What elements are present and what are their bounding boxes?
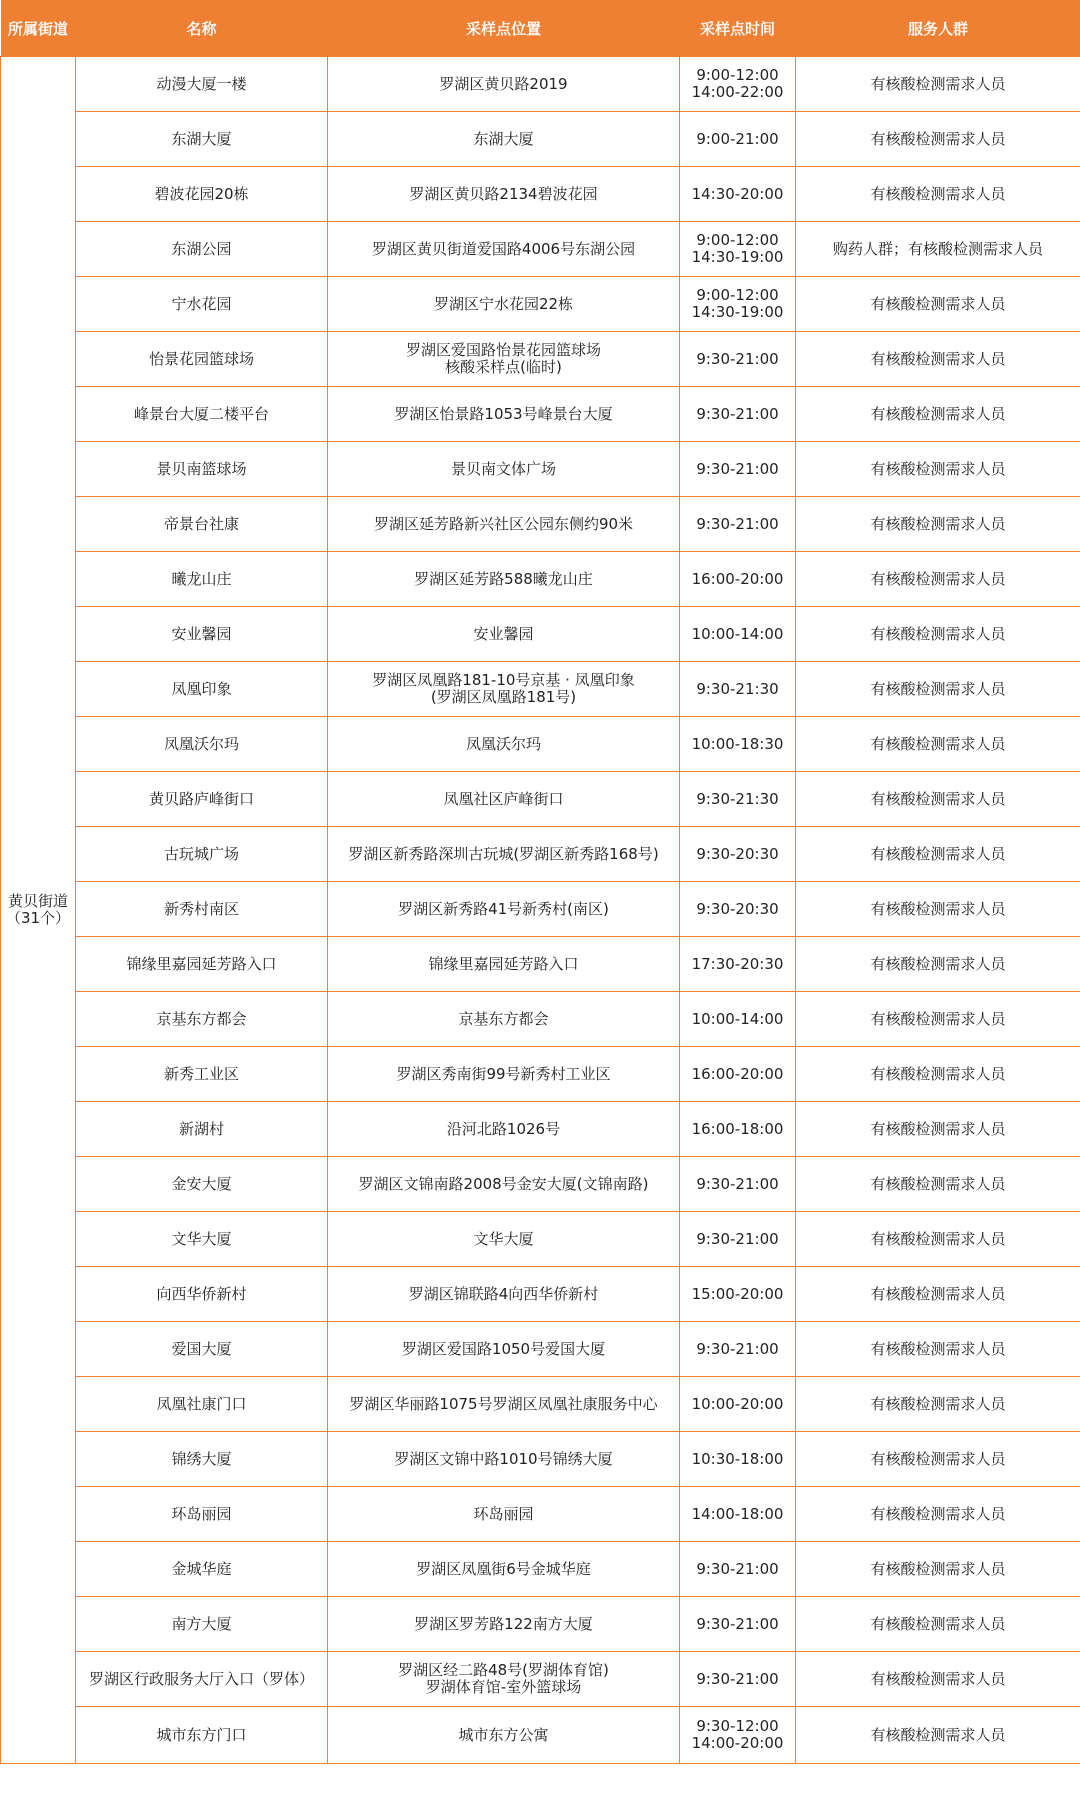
site-location-line: 环岛丽园 bbox=[473, 1504, 534, 1523]
site-time bbox=[680, 992, 796, 1047]
site-time-line: 10:00-18:30 bbox=[691, 734, 784, 753]
table-row bbox=[1, 662, 1080, 717]
site-location-line: 凤凰沃尔玛 bbox=[465, 734, 541, 753]
table-row bbox=[1, 992, 1080, 1047]
site-name: 古玩城广场 bbox=[76, 827, 328, 882]
site-location bbox=[328, 827, 680, 882]
site-time bbox=[680, 1157, 796, 1212]
site-location-line: 罗湖区爱国路1050号爱国大厦 bbox=[401, 1339, 606, 1358]
site-time-line: 9:30-21:00 bbox=[696, 1559, 779, 1578]
site-location-line: 凤凰社区庐峰街口 bbox=[443, 789, 564, 808]
table-row bbox=[1, 1377, 1080, 1432]
site-location-line: 罗湖区锦联路4向西华侨新村 bbox=[408, 1284, 599, 1303]
site-group: 有核酸检测需求人员 bbox=[796, 992, 1080, 1047]
site-group: 有核酸检测需求人员 bbox=[796, 332, 1080, 387]
site-name: 安业馨园 bbox=[76, 607, 328, 662]
site-name: 宁水花园 bbox=[76, 277, 328, 332]
site-location bbox=[328, 1267, 680, 1322]
site-location bbox=[328, 387, 680, 442]
site-location-line: 安业馨园 bbox=[473, 624, 534, 643]
site-location bbox=[328, 112, 680, 167]
site-group: 有核酸检测需求人员 bbox=[796, 772, 1080, 827]
site-time-line: 9:30-12:00 bbox=[696, 1717, 779, 1735]
site-location bbox=[328, 1487, 680, 1542]
site-location-line: 罗湖区宁水花园22栋 bbox=[433, 294, 574, 313]
table-row bbox=[1, 387, 1080, 442]
site-location-line: 罗湖区怡景路1053号峰景台大厦 bbox=[394, 404, 613, 423]
site-time bbox=[680, 387, 796, 442]
site-time-line: 9:30-21:30 bbox=[696, 789, 779, 808]
site-name: 锦绣大厦 bbox=[76, 1432, 328, 1487]
site-location-line: 罗湖区经二路48号(罗湖体育馆) bbox=[398, 1661, 609, 1679]
site-time bbox=[680, 277, 796, 332]
site-name: 怡景花园篮球场 bbox=[76, 332, 328, 387]
site-group: 有核酸检测需求人员 bbox=[796, 497, 1080, 552]
site-name: 南方大厦 bbox=[76, 1597, 328, 1652]
site-group: 有核酸检测需求人员 bbox=[796, 167, 1080, 222]
site-time-line: 16:00-20:00 bbox=[691, 569, 784, 588]
site-name: 黄贝路庐峰街口 bbox=[76, 772, 328, 827]
site-location bbox=[328, 1047, 680, 1102]
site-name: 向西华侨新村 bbox=[76, 1267, 328, 1322]
site-name: 金城华庭 bbox=[76, 1542, 328, 1597]
header-row bbox=[1, 0, 1080, 57]
site-group: 有核酸检测需求人员 bbox=[796, 387, 1080, 442]
site-group: 有核酸检测需求人员 bbox=[796, 1212, 1080, 1267]
site-time bbox=[680, 772, 796, 827]
site-time bbox=[680, 1047, 796, 1102]
site-name: 动漫大厦一楼 bbox=[76, 57, 328, 112]
site-time-line: 9:30-20:30 bbox=[696, 844, 779, 863]
site-location bbox=[328, 882, 680, 937]
site-time-line: 9:30-21:00 bbox=[696, 1669, 779, 1688]
site-location bbox=[328, 662, 680, 717]
site-group: 有核酸检测需求人员 bbox=[796, 1267, 1080, 1322]
table-row bbox=[1, 1487, 1080, 1542]
site-time-line: 9:30-21:00 bbox=[696, 514, 779, 533]
site-name: 罗湖区行政服务大厅入口（罗体） bbox=[76, 1652, 328, 1707]
site-time-line: 10:30-18:00 bbox=[691, 1449, 784, 1468]
site-location-line: 罗湖区黄贝街道爱国路4006号东湖公园 bbox=[371, 239, 636, 258]
site-location bbox=[328, 552, 680, 607]
site-location bbox=[328, 1542, 680, 1597]
site-group: 有核酸检测需求人员 bbox=[796, 112, 1080, 167]
site-group: 有核酸检测需求人员 bbox=[796, 1432, 1080, 1487]
site-group: 购药人群；有核酸检测需求人员 bbox=[796, 222, 1080, 277]
site-name: 凤凰社康门口 bbox=[76, 1377, 328, 1432]
site-group: 有核酸检测需求人员 bbox=[796, 827, 1080, 882]
site-location bbox=[328, 1212, 680, 1267]
table-row bbox=[1, 277, 1080, 332]
site-group: 有核酸检测需求人员 bbox=[796, 607, 1080, 662]
table-row bbox=[1, 442, 1080, 497]
site-time-line: 9:00-12:00 bbox=[696, 286, 779, 304]
site-time bbox=[680, 497, 796, 552]
table-row bbox=[1, 497, 1080, 552]
site-location bbox=[328, 57, 680, 112]
table-row bbox=[1, 607, 1080, 662]
site-time bbox=[680, 827, 796, 882]
site-location-line: 罗湖区文锦中路1010号锦绣大厦 bbox=[394, 1449, 613, 1468]
site-time-line: 9:30-20:30 bbox=[696, 899, 779, 918]
site-time-line: 9:30-21:00 bbox=[696, 349, 779, 368]
site-location-line: 罗湖区华丽路1075号罗湖区凤凰社康服务中心 bbox=[349, 1394, 658, 1413]
site-time bbox=[680, 1487, 796, 1542]
site-time-line: 15:00-20:00 bbox=[691, 1284, 784, 1303]
table-row bbox=[1, 717, 1080, 772]
site-location bbox=[328, 1322, 680, 1377]
table-row bbox=[1, 1652, 1080, 1707]
table-row bbox=[1, 1267, 1080, 1322]
header-location: 采样点位置 bbox=[328, 0, 680, 57]
site-location-line: 城市东方公寓 bbox=[458, 1725, 549, 1744]
table-row bbox=[1, 552, 1080, 607]
table-row bbox=[1, 1707, 1080, 1764]
table-body bbox=[1, 57, 1080, 1764]
street-count: （31个） bbox=[5, 909, 71, 927]
site-location-line: 罗湖区凤凰路181-10号京基 · 凤凰印象 bbox=[372, 671, 635, 689]
site-location bbox=[328, 167, 680, 222]
site-time-line: 9:00-12:00 bbox=[696, 66, 779, 84]
site-name: 景贝南篮球场 bbox=[76, 442, 328, 497]
site-time-line: 14:30-20:00 bbox=[691, 184, 784, 203]
site-name: 新秀工业区 bbox=[76, 1047, 328, 1102]
site-group: 有核酸检测需求人员 bbox=[796, 1047, 1080, 1102]
site-location bbox=[328, 1102, 680, 1157]
table-row bbox=[1, 1597, 1080, 1652]
site-location bbox=[328, 277, 680, 332]
site-time-line: 10:00-20:00 bbox=[691, 1394, 784, 1413]
site-group: 有核酸检测需求人员 bbox=[796, 1157, 1080, 1212]
site-time-line: 14:00-18:00 bbox=[691, 1504, 784, 1523]
site-location-line: 罗湖区凤凰街6号金城华庭 bbox=[416, 1559, 591, 1578]
site-location-line: 京基东方都会 bbox=[458, 1009, 549, 1028]
street-cell bbox=[1, 57, 76, 1764]
site-location-line: 罗湖区延芳路新兴社区公园东侧约90米 bbox=[373, 514, 634, 533]
site-time bbox=[680, 1322, 796, 1377]
table-row bbox=[1, 1432, 1080, 1487]
site-time bbox=[680, 717, 796, 772]
site-location-line: 罗湖区罗芳路122南方大厦 bbox=[414, 1614, 593, 1633]
site-time bbox=[680, 442, 796, 497]
site-location bbox=[328, 1432, 680, 1487]
site-time-line: 14:30-19:00 bbox=[691, 303, 784, 321]
table-row bbox=[1, 772, 1080, 827]
site-time-line: 14:30-19:00 bbox=[691, 248, 784, 266]
site-group: 有核酸检测需求人员 bbox=[796, 937, 1080, 992]
site-time bbox=[680, 937, 796, 992]
site-location bbox=[328, 717, 680, 772]
site-time bbox=[680, 1542, 796, 1597]
site-location-line: 罗湖区文锦南路2008号金安大厦(文锦南路) bbox=[358, 1174, 649, 1193]
table-row bbox=[1, 1157, 1080, 1212]
site-time bbox=[680, 662, 796, 717]
site-time-line: 9:30-21:00 bbox=[696, 459, 779, 478]
table-row bbox=[1, 332, 1080, 387]
site-time-line: 10:00-14:00 bbox=[691, 1009, 784, 1028]
table-row bbox=[1, 882, 1080, 937]
site-name: 环岛丽园 bbox=[76, 1487, 328, 1542]
site-location-line: 罗湖区秀南街99号新秀村工业区 bbox=[396, 1064, 611, 1083]
table-row bbox=[1, 937, 1080, 992]
site-group: 有核酸检测需求人员 bbox=[796, 1322, 1080, 1377]
site-name: 新秀村南区 bbox=[76, 882, 328, 937]
site-time bbox=[680, 57, 796, 112]
site-location-line: 罗湖区延芳路588曦龙山庄 bbox=[414, 569, 593, 588]
site-group: 有核酸检测需求人员 bbox=[796, 442, 1080, 497]
site-location bbox=[328, 1707, 680, 1764]
site-time bbox=[680, 1432, 796, 1487]
site-time bbox=[680, 167, 796, 222]
site-time-line: 9:30-21:00 bbox=[696, 404, 779, 423]
site-group: 有核酸检测需求人员 bbox=[796, 552, 1080, 607]
site-name: 文华大厦 bbox=[76, 1212, 328, 1267]
site-time-line: 10:00-14:00 bbox=[691, 624, 784, 643]
site-time bbox=[680, 1597, 796, 1652]
site-group: 有核酸检测需求人员 bbox=[796, 717, 1080, 772]
site-time-line: 9:30-21:00 bbox=[696, 1174, 779, 1193]
table-row bbox=[1, 222, 1080, 277]
site-time-line: 9:00-21:00 bbox=[696, 129, 779, 148]
table-row bbox=[1, 1102, 1080, 1157]
site-location-line: 沿河北路1026号 bbox=[446, 1119, 561, 1138]
site-time-line: 16:00-20:00 bbox=[691, 1064, 784, 1083]
site-group: 有核酸检测需求人员 bbox=[796, 1377, 1080, 1432]
site-name: 金安大厦 bbox=[76, 1157, 328, 1212]
site-group: 有核酸检测需求人员 bbox=[796, 1652, 1080, 1707]
site-time bbox=[680, 222, 796, 277]
site-location bbox=[328, 1157, 680, 1212]
site-location-line: 罗湖区爱国路怡景花园篮球场 bbox=[405, 341, 601, 359]
table-row bbox=[1, 112, 1080, 167]
site-location-line: 东湖大厦 bbox=[473, 129, 534, 148]
table-row bbox=[1, 57, 1080, 112]
site-location bbox=[328, 607, 680, 662]
site-location-line: 罗湖区新秀路41号新秀村(南区) bbox=[398, 899, 609, 918]
site-group: 有核酸检测需求人员 bbox=[796, 662, 1080, 717]
site-time bbox=[680, 607, 796, 662]
site-time bbox=[680, 1212, 796, 1267]
site-group: 有核酸检测需求人员 bbox=[796, 1707, 1080, 1764]
table-header bbox=[1, 0, 1080, 57]
table-row bbox=[1, 1322, 1080, 1377]
site-location bbox=[328, 937, 680, 992]
site-time-line: 17:30-20:30 bbox=[691, 954, 784, 973]
site-time-line: 14:00-20:00 bbox=[691, 1734, 784, 1752]
table-row bbox=[1, 1047, 1080, 1102]
site-name: 锦缘里嘉园延芳路入口 bbox=[76, 937, 328, 992]
site-time-line: 9:30-21:00 bbox=[696, 1229, 779, 1248]
table-row bbox=[1, 1542, 1080, 1597]
site-name: 东湖大厦 bbox=[76, 112, 328, 167]
site-time-line: 9:30-21:00 bbox=[696, 1339, 779, 1358]
site-name: 曦龙山庄 bbox=[76, 552, 328, 607]
site-time-line: 9:30-21:30 bbox=[696, 679, 779, 698]
site-location-line: (罗湖区凤凰路181号) bbox=[430, 688, 577, 706]
site-group: 有核酸检测需求人员 bbox=[796, 882, 1080, 937]
site-time bbox=[680, 552, 796, 607]
site-time bbox=[680, 1652, 796, 1707]
site-name: 峰景台大厦二楼平台 bbox=[76, 387, 328, 442]
site-name: 东湖公园 bbox=[76, 222, 328, 277]
site-name: 爱国大厦 bbox=[76, 1322, 328, 1377]
header-group: 服务人群 bbox=[796, 0, 1080, 57]
site-group: 有核酸检测需求人员 bbox=[796, 1487, 1080, 1542]
site-time bbox=[680, 1267, 796, 1322]
site-location bbox=[328, 1652, 680, 1707]
site-location bbox=[328, 497, 680, 552]
site-name: 帝景台社康 bbox=[76, 497, 328, 552]
table-row bbox=[1, 167, 1080, 222]
site-time-line: 14:00-22:00 bbox=[691, 83, 784, 101]
site-time-line: 9:00-12:00 bbox=[696, 231, 779, 249]
header-street: 所属街道 bbox=[1, 0, 76, 57]
site-time bbox=[680, 1377, 796, 1432]
site-time-line: 9:30-21:00 bbox=[696, 1614, 779, 1633]
site-location bbox=[328, 992, 680, 1047]
site-group: 有核酸检测需求人员 bbox=[796, 1542, 1080, 1597]
site-name: 碧波花园20栋 bbox=[76, 167, 328, 222]
site-time-line: 16:00-18:00 bbox=[691, 1119, 784, 1138]
site-group: 有核酸检测需求人员 bbox=[796, 1102, 1080, 1157]
site-location-line: 罗湖区新秀路深圳古玩城(罗湖区新秀路168号) bbox=[348, 844, 659, 863]
site-location-line: 罗湖区黄贝路2134碧波花园 bbox=[409, 184, 598, 203]
site-name: 京基东方都会 bbox=[76, 992, 328, 1047]
site-name: 凤凰印象 bbox=[76, 662, 328, 717]
header-time: 采样点时间 bbox=[680, 0, 796, 57]
site-time bbox=[680, 1102, 796, 1157]
site-time bbox=[680, 1707, 796, 1764]
table-row bbox=[1, 827, 1080, 882]
site-location-line: 文华大厦 bbox=[473, 1229, 534, 1248]
site-group: 有核酸检测需求人员 bbox=[796, 57, 1080, 112]
site-group: 有核酸检测需求人员 bbox=[796, 1597, 1080, 1652]
site-time bbox=[680, 332, 796, 387]
site-location bbox=[328, 772, 680, 827]
site-name: 新湖村 bbox=[76, 1102, 328, 1157]
header-name: 名称 bbox=[76, 0, 328, 57]
site-location bbox=[328, 332, 680, 387]
site-time bbox=[680, 882, 796, 937]
site-group: 有核酸检测需求人员 bbox=[796, 277, 1080, 332]
site-location-line: 罗湖体育馆-室外篮球场 bbox=[425, 1678, 582, 1696]
site-location-line: 景贝南文体广场 bbox=[450, 459, 556, 478]
site-location bbox=[328, 1377, 680, 1432]
table-row bbox=[1, 1212, 1080, 1267]
site-location bbox=[328, 442, 680, 497]
site-location bbox=[328, 1597, 680, 1652]
site-location bbox=[328, 222, 680, 277]
site-name: 凤凰沃尔玛 bbox=[76, 717, 328, 772]
site-name: 城市东方门口 bbox=[76, 1707, 328, 1764]
site-location-line: 罗湖区黄贝路2019 bbox=[439, 74, 568, 93]
site-location-line: 核酸采样点(临时) bbox=[445, 358, 562, 376]
site-location-line: 锦缘里嘉园延芳路入口 bbox=[428, 954, 579, 973]
street-name: 黄贝街道 bbox=[7, 892, 68, 910]
site-time bbox=[680, 112, 796, 167]
